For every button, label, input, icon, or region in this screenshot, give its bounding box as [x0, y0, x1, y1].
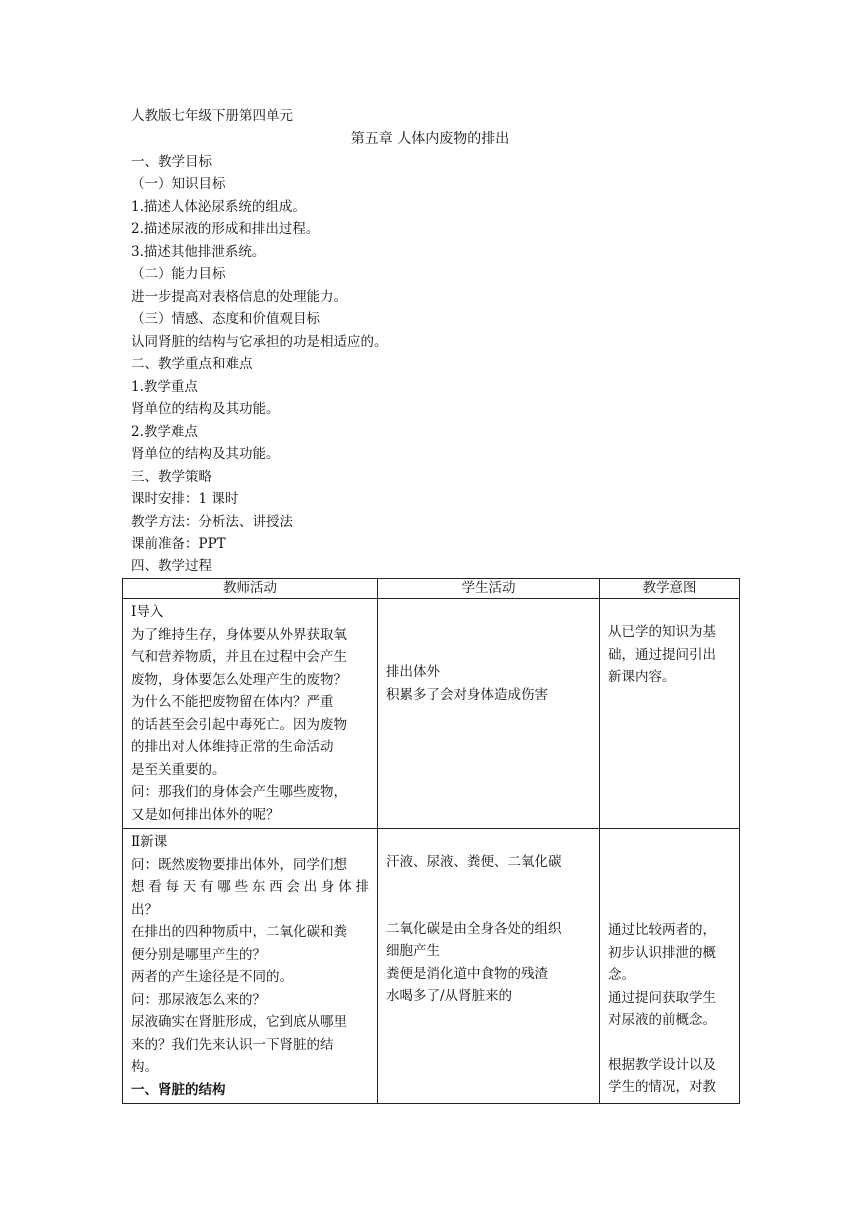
header-teacher-activity: 教师活动 — [123, 579, 378, 599]
cell-text: 根据教学设计以及 — [608, 1056, 716, 1073]
table-header-row — [123, 579, 740, 599]
cell-text: 细胞产生 — [386, 943, 440, 959]
cell-text: 通过比较两者的， — [608, 922, 716, 938]
cell-text: 来的？我们先来认识一下肾脏的结 — [131, 1036, 334, 1053]
header-student-activity: 学生活动 — [378, 579, 600, 599]
paragraph: 肾单位的结构及其功能。 — [131, 401, 280, 417]
cell-text: 废物，身体要怎么处理产生的废物？ — [131, 671, 347, 688]
cell-text: 汗液、尿液、粪便、二氧化碳 — [386, 854, 562, 870]
paragraph: 1.描述人体泌尿系统的组成。 — [131, 199, 306, 215]
cell-text: Ⅰ导入 — [131, 604, 164, 620]
section-heading: 三、教学策略 — [131, 469, 212, 485]
cell-text: 为什么不能把废物留在体内？严重 — [131, 694, 334, 710]
cell-text: 从已学的知识为基 — [608, 624, 716, 640]
cell-text: 粪便是消化道中食物的残渣 — [386, 965, 548, 982]
cell-text: 的排出对人体维持正常的生命活动 — [131, 739, 334, 755]
cell-text: 便分别是哪里产生的？ — [131, 946, 266, 963]
teaching-process-table — [122, 578, 740, 1104]
cell-text: 出？ — [131, 901, 158, 918]
cell-text: 构。 — [131, 1059, 158, 1075]
paragraph: 3.描述其他排泄系统。 — [131, 244, 266, 260]
paragraph: 教学方法：分析法、讲授法 — [131, 514, 293, 530]
subsection-heading: 一、肾脏的结构 — [131, 1081, 226, 1098]
teacher-activity-cell — [123, 599, 378, 829]
header-line: 人教版七年级下册第四单元 — [131, 108, 293, 124]
teaching-intent-cell — [600, 599, 740, 829]
cell-text: 础，通过提问引出 — [608, 646, 716, 663]
chapter-title: 第五章 人体内废物的排出 — [350, 131, 510, 147]
section-heading: 一、教学目标 — [131, 154, 212, 170]
paragraph: 进一步提高对表格信息的处理能力。 — [131, 289, 347, 305]
paragraph: 肾单位的结构及其功能。 — [131, 446, 280, 462]
teacher-activity-cell — [123, 829, 378, 1104]
paragraph: 课时安排：1 课时 — [131, 491, 239, 507]
cell-text: 尿液确实在肾脏形成，它到底从哪里 — [131, 1014, 347, 1030]
section-heading: 二、教学重点和难点 — [131, 356, 253, 372]
cell-text: 对尿液的前概念。 — [608, 1012, 716, 1028]
cell-text: 水喝多了/从肾脏来的 — [386, 988, 513, 1004]
cell-text: 又是如何排出体外的呢？ — [131, 806, 280, 823]
cell-text: 是至关重要的。 — [131, 761, 226, 778]
student-activity-cell — [378, 829, 600, 1104]
paragraph: 2.描述尿液的形成和排出过程。 — [131, 221, 320, 237]
cell-text: 积累多了会对身体造成伤害 — [386, 686, 548, 703]
teaching-intent-cell — [600, 829, 740, 1104]
cell-text: 学生的情况，对教 — [608, 1079, 716, 1095]
cell-text: 气和营养物质，并且在过程中会产生 — [131, 649, 347, 665]
subsection-heading: 2.教学难点 — [131, 424, 198, 440]
table-row — [123, 599, 740, 829]
student-activity-cell — [378, 599, 600, 829]
cell-text: 问：那我们的身体会产生哪些废物， — [131, 784, 347, 800]
cell-text: 问：那尿液怎么来的？ — [131, 991, 266, 1008]
table-row — [123, 829, 740, 1104]
cell-text: 新课内容。 — [608, 669, 676, 685]
subsection-heading: （三）情感、态度和价值观目标 — [131, 311, 320, 327]
cell-text: 想看每天有哪些东西会出身体排 — [131, 879, 369, 895]
cell-text: 二氧化碳是由全身各处的组织 — [386, 920, 562, 937]
cell-text: 在排出的四种物质中，二氧化碳和粪 — [131, 924, 347, 940]
paragraph: 课前准备：PPT — [131, 536, 226, 552]
subsection-heading: （二）能力目标 — [131, 266, 226, 282]
cell-text: 的话甚至会引起中毒死亡。因为废物 — [131, 716, 347, 733]
cell-text: 问：既然废物要排出体外，同学们想 — [131, 856, 347, 873]
cell-text: 两者的产生途径是不同的。 — [131, 969, 293, 985]
cell-text: 念。 — [608, 967, 635, 983]
subsection-heading: 1.教学重点 — [131, 379, 198, 395]
paragraph: 认同肾脏的结构与它承担的功是相适应的。 — [131, 334, 388, 350]
cell-text: Ⅱ新课 — [131, 834, 168, 850]
header-teaching-intent: 教学意图 — [600, 579, 740, 599]
cell-text: 初步认识排泄的概 — [608, 944, 716, 961]
cell-text: 排出体外 — [386, 664, 440, 680]
subsection-heading: （一）知识目标 — [131, 176, 226, 192]
cell-text: 通过提问获取学生 — [608, 989, 716, 1006]
cell-text: 为了维持生存，身体要从外界获取氧 — [131, 626, 347, 643]
section-heading: 四、教学过程 — [131, 558, 212, 574]
